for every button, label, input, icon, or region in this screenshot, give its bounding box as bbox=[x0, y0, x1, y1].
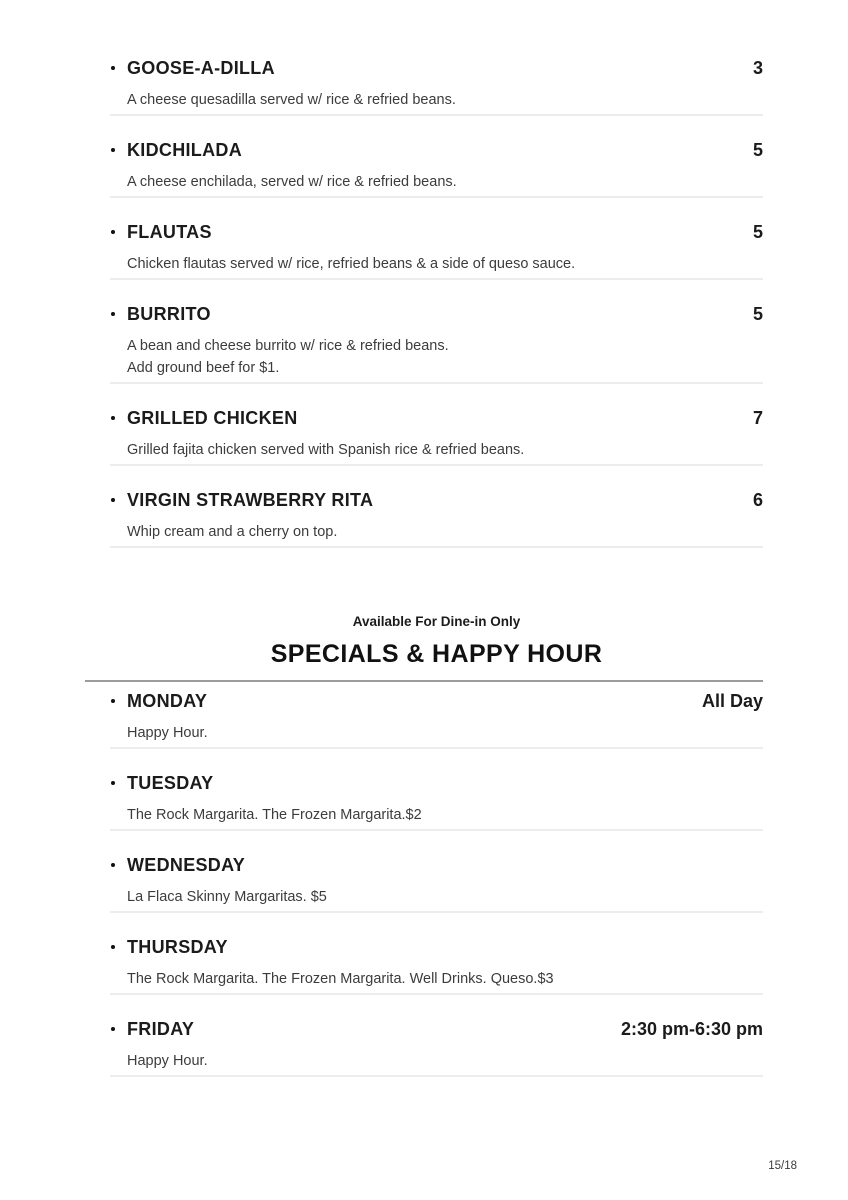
special-item-monday bbox=[110, 691, 763, 749]
item-description: Grilled fajita chicken served with Spanish rice & refried beans. bbox=[127, 442, 525, 458]
item-price: 5 bbox=[752, 140, 763, 160]
section-title: SPECIALS & HAPPY HOUR bbox=[270, 640, 603, 668]
menu-item-kidchilada bbox=[110, 140, 763, 198]
special-item-friday bbox=[110, 1019, 763, 1077]
bullet-icon bbox=[111, 781, 115, 785]
bullet-icon bbox=[111, 498, 115, 502]
availability-note: Available For Dine-in Only bbox=[352, 614, 521, 629]
item-description: Whip cream and a cherry on top. bbox=[127, 524, 338, 540]
item-name: VIRGIN STRAWBERRY RITA bbox=[127, 490, 374, 510]
item-name: THURSDAY bbox=[127, 937, 228, 957]
bullet-icon bbox=[111, 230, 115, 234]
item-name: FLAUTAS bbox=[127, 222, 212, 242]
menu-item-goose-a-dilla bbox=[110, 58, 763, 116]
item-description: A cheese enchilada, served w/ rice & refried beans. bbox=[127, 174, 457, 190]
item-description: A cheese quesadilla served w/ rice & refried beans. bbox=[127, 92, 456, 108]
item-description: The Rock Margarita. The Frozen Margarita. Well Drinks. Queso.$3 bbox=[127, 971, 554, 987]
item-name: GOOSE-A-DILLA bbox=[127, 58, 275, 78]
bullet-icon bbox=[111, 66, 115, 70]
special-item-wednesday bbox=[110, 855, 763, 913]
item-description: The Rock Margarita. The Frozen Margarita.$2 bbox=[127, 807, 422, 823]
section-divider bbox=[85, 680, 763, 682]
item-description: Happy Hour. bbox=[127, 725, 208, 741]
item-name: GRILLED CHICKEN bbox=[127, 408, 298, 428]
bullet-icon bbox=[111, 312, 115, 316]
bullet-icon bbox=[111, 416, 115, 420]
item-name: KIDCHILADA bbox=[127, 140, 242, 160]
menu-item-grilled-chicken bbox=[110, 408, 763, 466]
bullet-icon bbox=[111, 863, 115, 867]
special-item-tuesday bbox=[110, 773, 763, 831]
item-price: 5 bbox=[752, 304, 763, 324]
menu-item-flautas bbox=[110, 222, 763, 280]
item-name: FRIDAY bbox=[127, 1019, 195, 1039]
item-name: MONDAY bbox=[127, 691, 208, 711]
bullet-icon bbox=[111, 1027, 115, 1031]
specials-section-header bbox=[110, 614, 763, 669]
specials-items bbox=[110, 691, 763, 1077]
item-description: La Flaca Skinny Margaritas. $5 bbox=[127, 889, 327, 905]
item-name: WEDNESDAY bbox=[127, 855, 246, 875]
item-price: 3 bbox=[752, 58, 763, 78]
bullet-icon bbox=[111, 148, 115, 152]
item-price: 5 bbox=[752, 222, 763, 242]
item-price: 7 bbox=[752, 408, 763, 428]
item-time: All Day bbox=[701, 691, 763, 711]
bullet-icon bbox=[111, 699, 115, 703]
page-number: 15/18 bbox=[768, 1160, 797, 1172]
special-item-thursday bbox=[110, 937, 763, 995]
item-description: Happy Hour. bbox=[127, 1053, 208, 1069]
item-name: BURRITO bbox=[127, 304, 211, 324]
item-time: 2:30 pm-6:30 pm bbox=[620, 1019, 763, 1039]
item-name: TUESDAY bbox=[127, 773, 214, 793]
item-description: A bean and cheese burrito w/ rice & refried beans. bbox=[127, 338, 449, 354]
bullet-icon bbox=[111, 945, 115, 949]
item-price: 6 bbox=[752, 490, 763, 510]
menu-item-burrito bbox=[110, 304, 763, 384]
item-description: Add ground beef for $1. bbox=[127, 360, 280, 376]
menu-item-virgin-strawberry-rita bbox=[110, 490, 763, 548]
item-description: Chicken flautas served w/ rice, refried beans & a side of queso sauce. bbox=[127, 256, 576, 272]
